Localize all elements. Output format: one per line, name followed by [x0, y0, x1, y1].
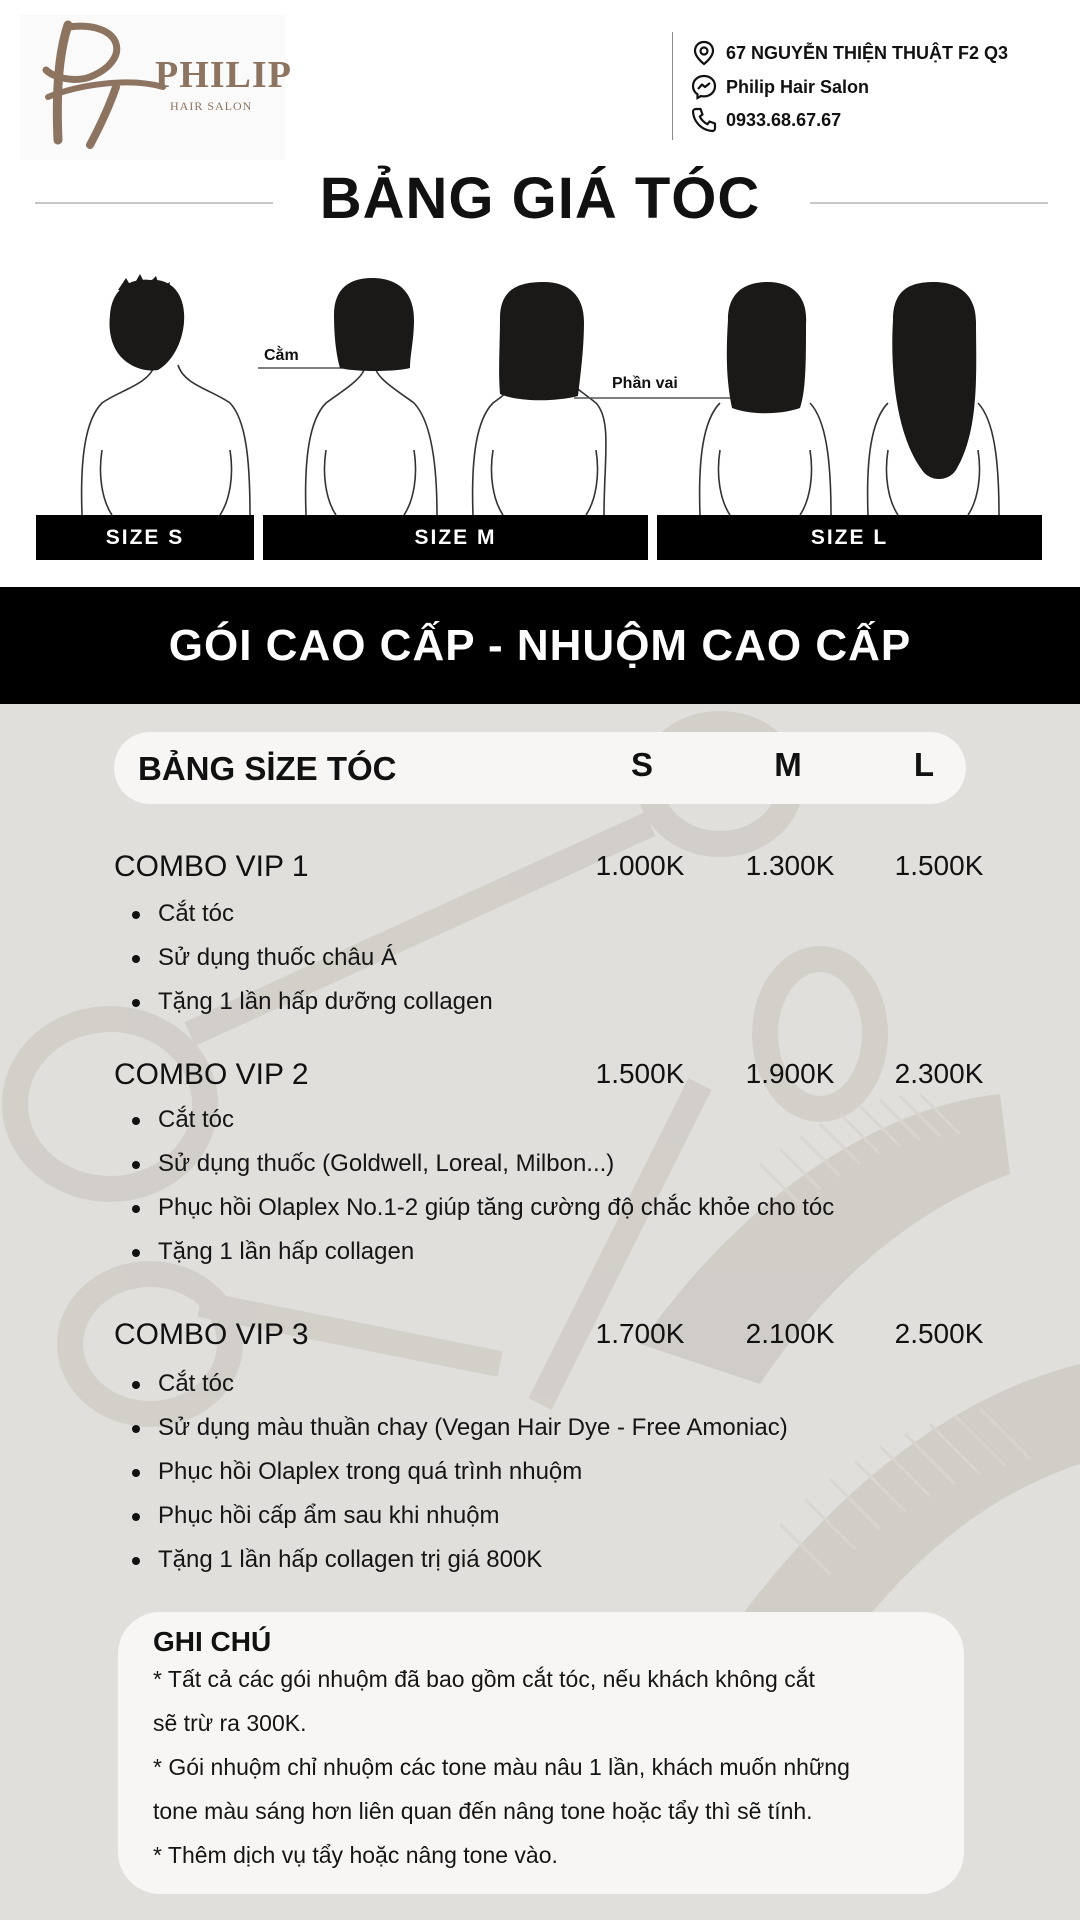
- combo-name: COMBO VIP 3: [114, 1318, 309, 1351]
- price-size-s: 1.000K: [595, 850, 685, 881]
- package-banner: GÓI CAO CẤP - NHUỘM CAO CẤP: [0, 587, 1080, 704]
- note-line: tone màu sáng hơn liên quan đến nâng tone hoặc tẩy thì sẽ tính.: [153, 1798, 813, 1824]
- size-table-header: [114, 732, 966, 804]
- combo-features: [122, 892, 493, 1024]
- pt-monogram-logo: [28, 15, 168, 155]
- contact-messenger[interactable]: [690, 70, 869, 104]
- price-size-s: 1.700K: [595, 1318, 685, 1349]
- phone-icon: [690, 106, 718, 134]
- note-line: * Tất cả các gói nhuộm đã bao gồm cắt tóc, nếu khách không cắt: [153, 1666, 815, 1692]
- price-size-m: 1.900K: [745, 1058, 835, 1089]
- feature-item: Tặng 1 lần hấp dưỡng collagen: [122, 980, 493, 1024]
- brand-name: PHILIP: [155, 54, 292, 96]
- size-column-s: S: [630, 746, 653, 783]
- note-line: * Gói nhuộm chỉ nhuộm các tone màu nâu 1 lần, khách muốn những: [153, 1754, 850, 1780]
- feature-item: Cắt tóc: [122, 1362, 788, 1406]
- feature-item: Sử dụng thuốc (Goldwell, Loreal, Milbon...): [122, 1142, 834, 1186]
- size-column-m: M: [774, 746, 802, 783]
- feature-item: Tặng 1 lần hấp collagen: [122, 1230, 834, 1274]
- feature-item: Tặng 1 lần hấp collagen trị giá 800K: [122, 1538, 788, 1582]
- feature-item: Phục hồi Olaplex trong quá trình nhuộm: [122, 1450, 788, 1494]
- feature-item: Sử dụng màu thuần chay (Vegan Hair Dye - Free Amoniac): [122, 1406, 788, 1450]
- combo-features: [122, 1362, 788, 1582]
- combo-name: COMBO VIP 1: [114, 850, 309, 883]
- note-line: * Thêm dịch vụ tẩy hoặc nâng tone vào.: [153, 1842, 558, 1868]
- size-m-bar: SIZE M: [263, 515, 648, 560]
- price-size-s: 1.500K: [595, 1058, 685, 1089]
- page-title: BẢNG GIÁ TÓC: [319, 166, 761, 231]
- price-section: [0, 704, 1080, 1920]
- price-size-m: 2.100K: [745, 1318, 835, 1349]
- header: [0, 0, 1080, 170]
- brand-subtitle: HAIR SALON: [170, 99, 253, 113]
- price-size-l: 1.500K: [894, 850, 984, 881]
- salon-logo: [20, 15, 292, 160]
- size-s-bar: SIZE S: [36, 515, 254, 560]
- feature-item: Phục hồi Olaplex No.1-2 giúp tăng cường độ chắc khỏe cho tóc: [122, 1186, 834, 1230]
- price-size-l: 2.300K: [894, 1058, 984, 1089]
- price-size-l: 2.500K: [894, 1318, 984, 1349]
- note-title: GHI CHÚ: [153, 1626, 272, 1657]
- address-text: 67 NGUYỄN THIỆN THUẬT F2 Q3: [726, 42, 1009, 63]
- size-l-bar: SIZE L: [657, 515, 1042, 560]
- location-pin-icon: [690, 39, 718, 67]
- messenger-icon: [690, 73, 718, 101]
- contact-phone[interactable]: [690, 103, 841, 137]
- header-divider: [672, 32, 673, 140]
- feature-item: Cắt tóc: [122, 892, 493, 936]
- size-column-l: L: [913, 746, 935, 783]
- note-box: [118, 1612, 964, 1894]
- size-table-label: BẢNG SİZE TÓC: [138, 750, 397, 787]
- price-size-m: 1.300K: [745, 850, 835, 881]
- shoulder-label: Phần vai: [612, 375, 678, 392]
- contact-address: [690, 36, 1008, 70]
- chin-label: Cằm: [264, 347, 299, 364]
- messenger-name: Philip Hair Salon: [726, 76, 870, 97]
- feature-item: Sử dụng thuốc châu Á: [122, 936, 493, 980]
- feature-item: Phục hồi cấp ẩm sau khi nhuộm: [122, 1494, 788, 1538]
- feature-item: Cắt tóc: [122, 1098, 834, 1142]
- combo-features: [122, 1098, 834, 1274]
- hair-length-illustration: [0, 260, 1080, 520]
- phone-number: 0933.68.67.67: [726, 109, 842, 130]
- combo-name: COMBO VIP 2: [114, 1058, 309, 1091]
- note-line: sẽ trừ ra 300K.: [153, 1710, 307, 1736]
